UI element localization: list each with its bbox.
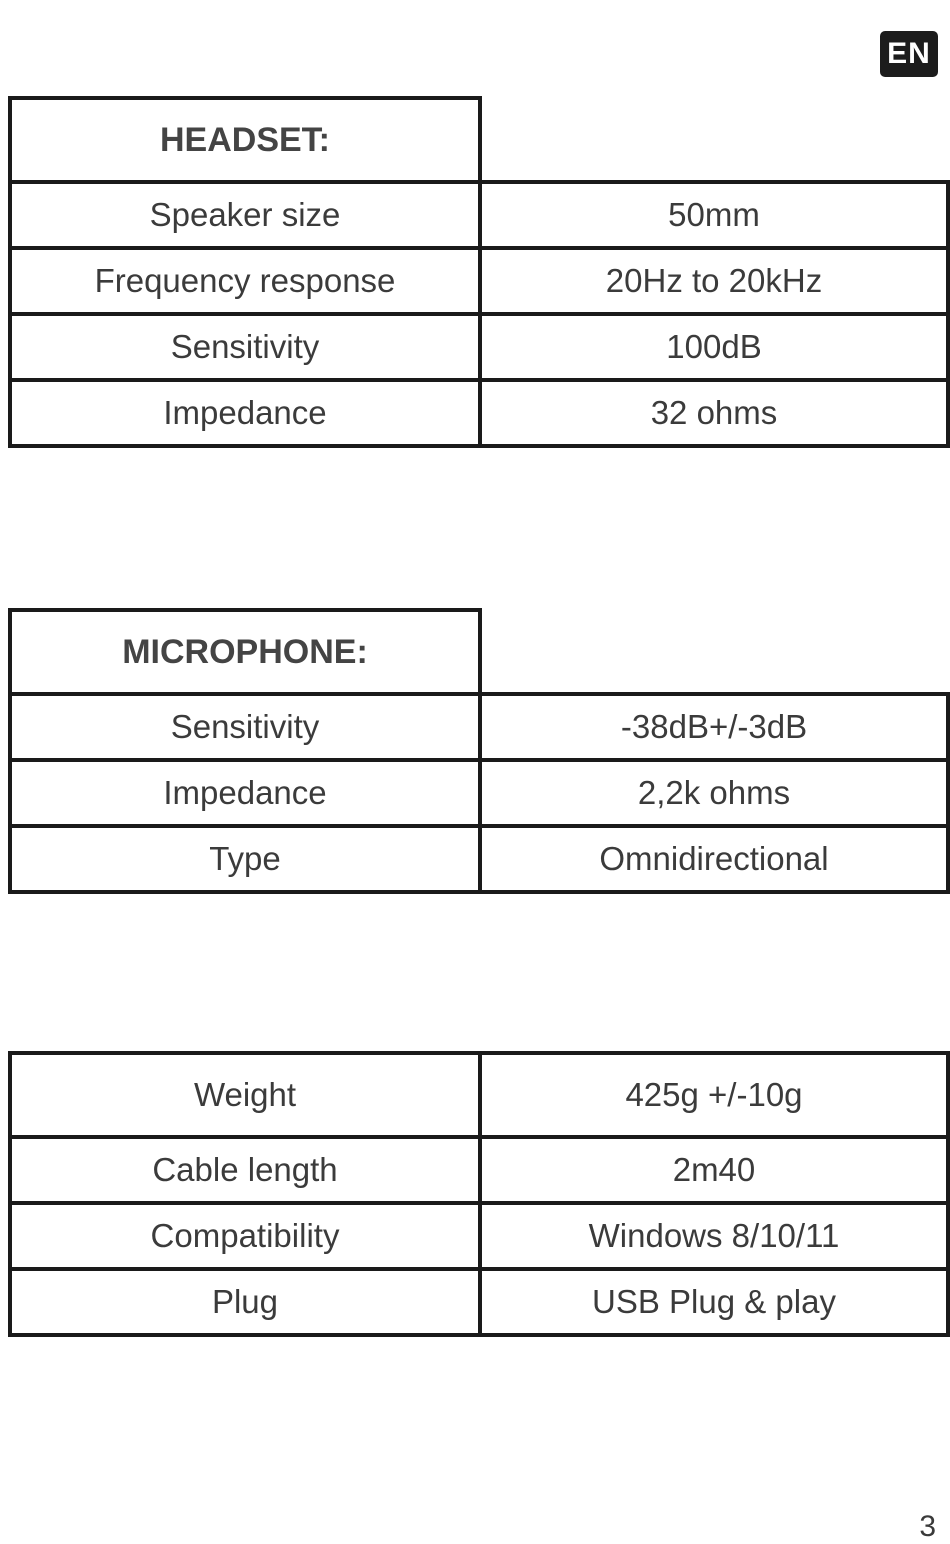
table-row <box>10 760 948 826</box>
table-heading-row <box>10 610 948 694</box>
spec-value: 50mm <box>480 182 948 248</box>
microphone-heading: MICROPHONE: <box>10 610 480 694</box>
spec-label: Frequency response <box>10 248 480 314</box>
table-row <box>10 248 948 314</box>
table-row <box>10 1053 948 1137</box>
spec-value: 20Hz to 20kHz <box>480 248 948 314</box>
spec-label: Sensitivity <box>10 314 480 380</box>
table-row <box>10 182 948 248</box>
spec-label: Type <box>10 826 480 892</box>
spec-value: 425g +/-10g <box>480 1053 948 1137</box>
spec-value: USB Plug & play <box>480 1269 948 1335</box>
spec-label: Impedance <box>10 760 480 826</box>
language-badge: EN <box>880 31 938 77</box>
spec-label: Impedance <box>10 380 480 446</box>
table-row <box>10 380 948 446</box>
table-row <box>10 1269 948 1335</box>
table-row <box>10 1137 948 1203</box>
table-row <box>10 826 948 892</box>
spec-label: Plug <box>10 1269 480 1335</box>
table-row <box>10 694 948 760</box>
spec-label: Compatibility <box>10 1203 480 1269</box>
spec-label: Speaker size <box>10 182 480 248</box>
spec-value: -38dB+/-3dB <box>480 694 948 760</box>
table-row <box>10 314 948 380</box>
headset-spec-table <box>8 96 950 448</box>
spec-value: 2,2k ohms <box>480 760 948 826</box>
spec-value: Omnidirectional <box>480 826 948 892</box>
spec-value: Windows 8/10/11 <box>480 1203 948 1269</box>
general-spec-table <box>8 1051 950 1337</box>
table-row <box>10 1203 948 1269</box>
empty-cell <box>480 610 948 694</box>
spec-label: Sensitivity <box>10 694 480 760</box>
spec-value: 2m40 <box>480 1137 948 1203</box>
page-number: 3 <box>919 1510 936 1543</box>
spec-label: Cable length <box>10 1137 480 1203</box>
spec-label: Weight <box>10 1053 480 1137</box>
headset-heading: HEADSET: <box>10 98 480 182</box>
microphone-spec-table <box>8 608 950 894</box>
empty-cell <box>480 98 948 182</box>
spec-value: 32 ohms <box>480 380 948 446</box>
spec-value: 100dB <box>480 314 948 380</box>
table-heading-row <box>10 98 948 182</box>
